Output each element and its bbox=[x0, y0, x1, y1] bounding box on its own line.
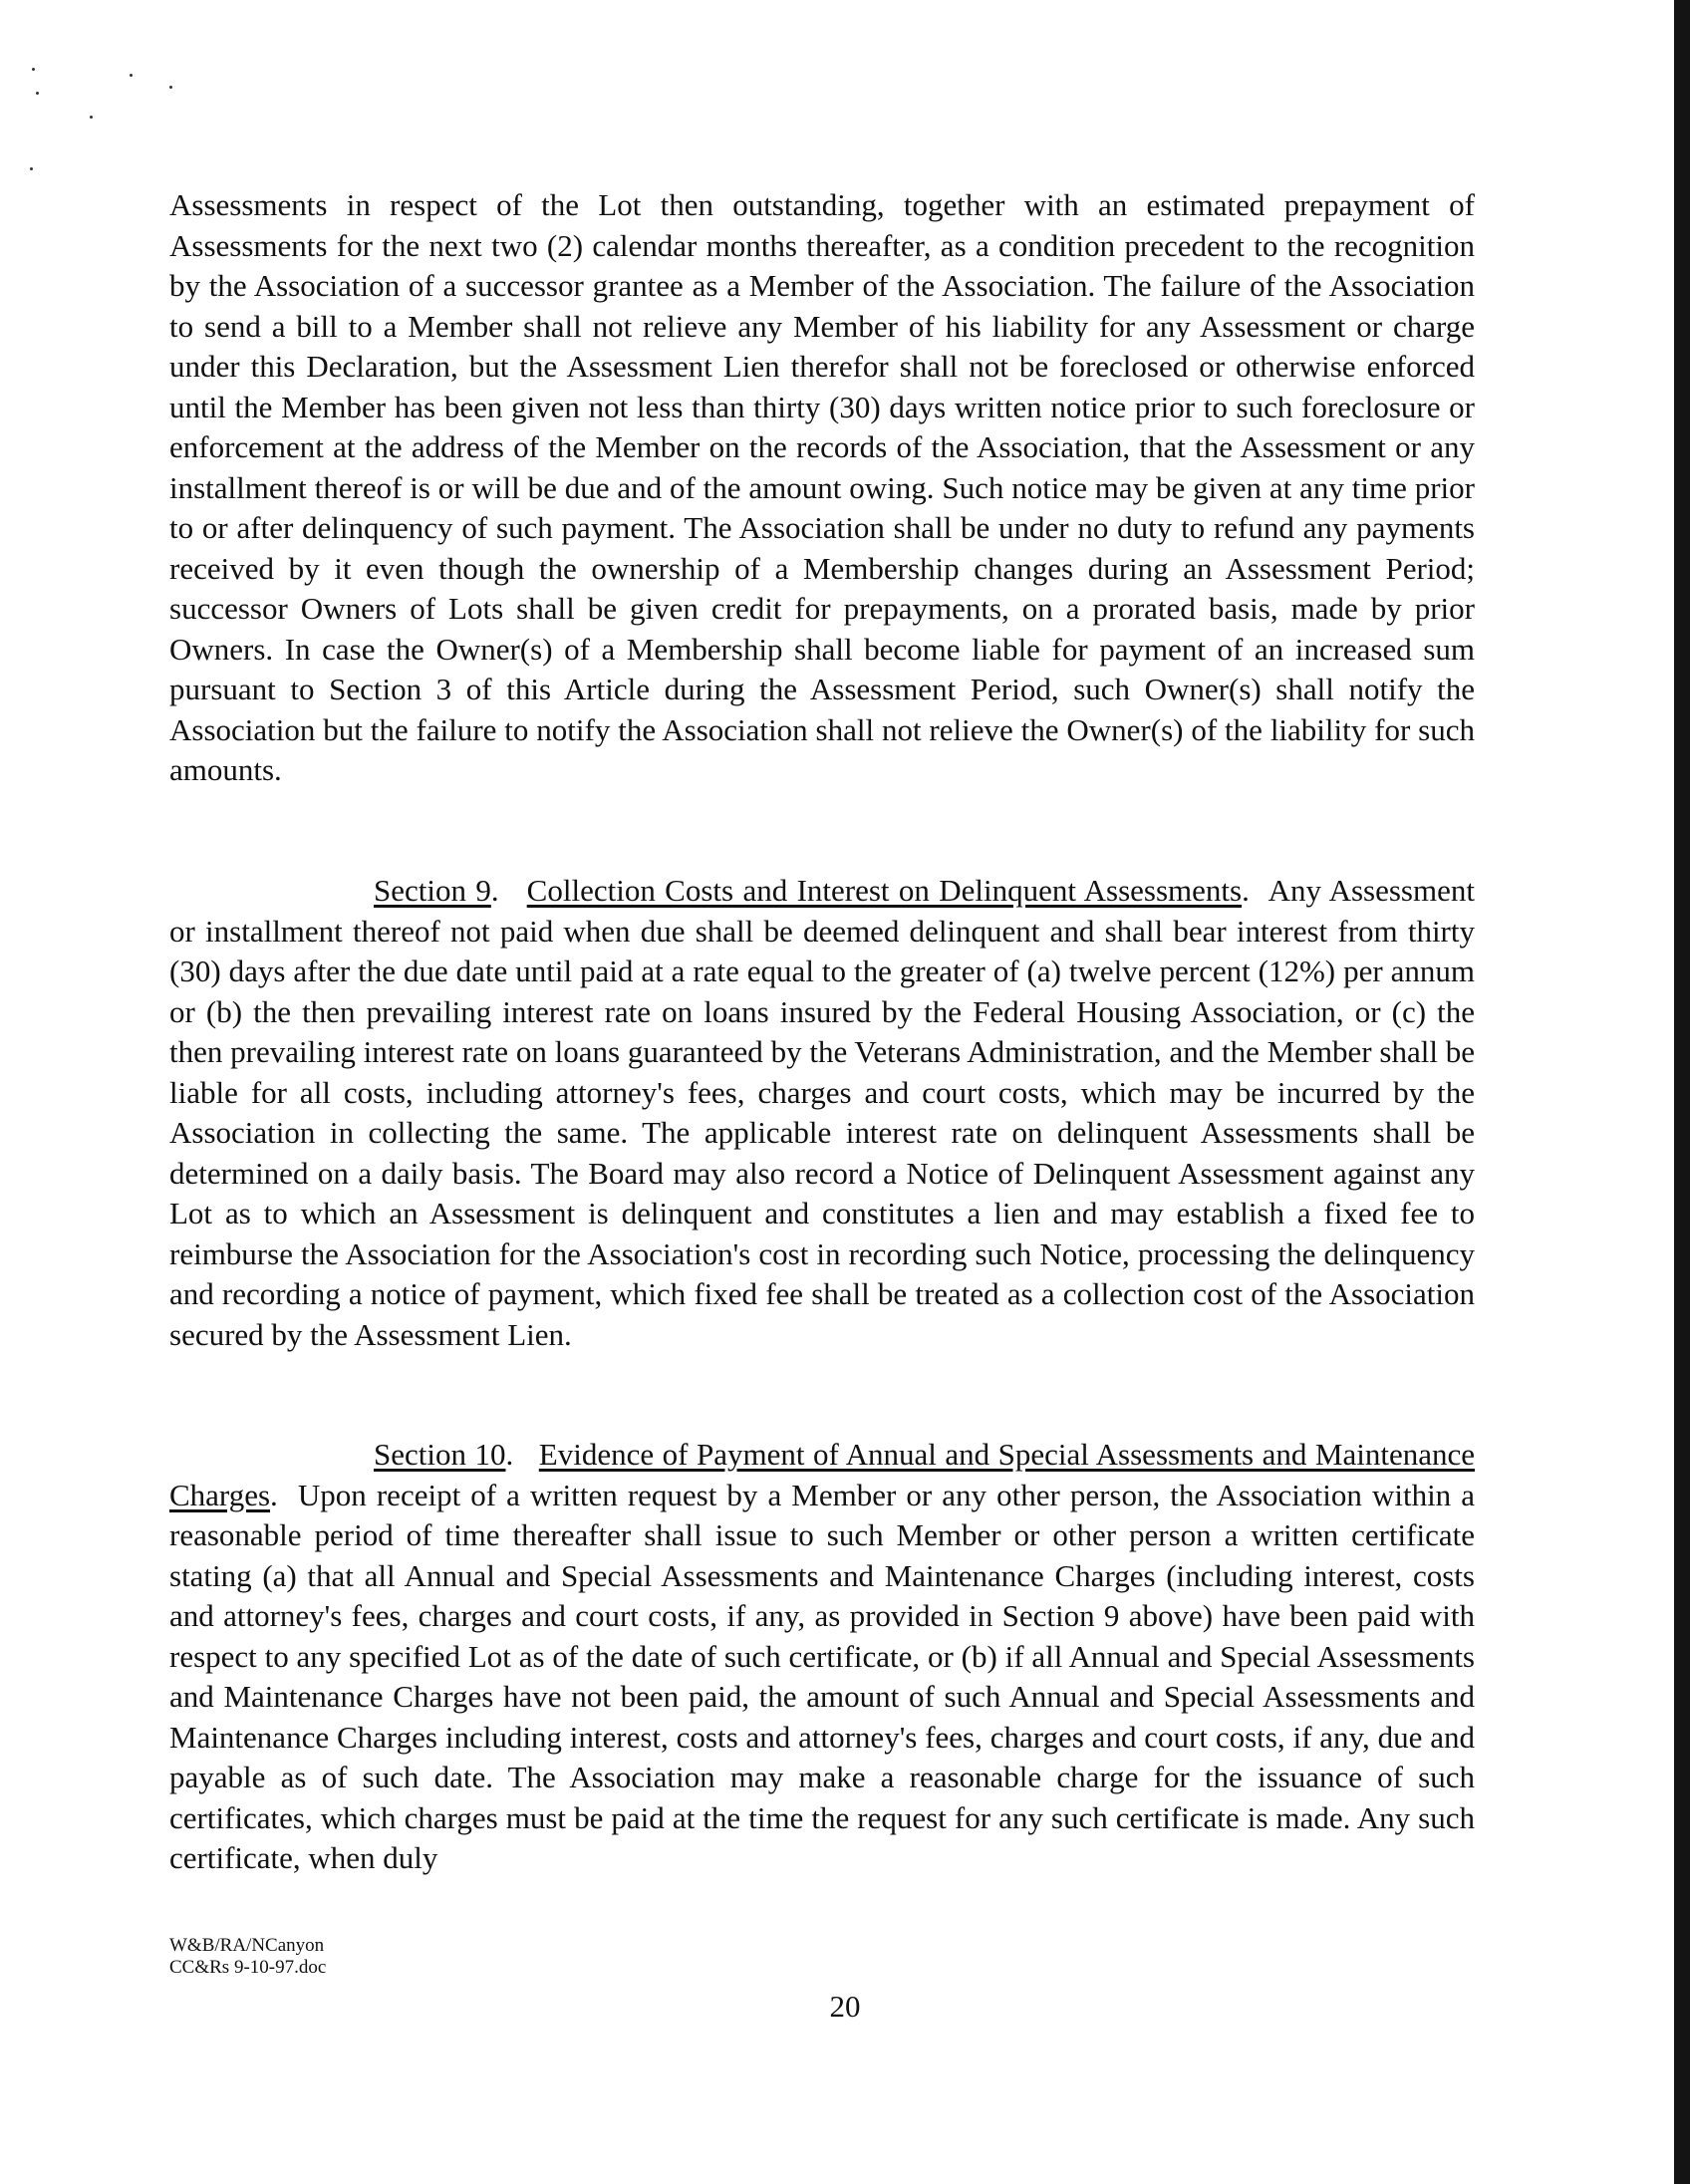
document-reference-line-2: CC&Rs 9-10-97.doc bbox=[169, 1957, 327, 1978]
scan-speck bbox=[36, 92, 39, 95]
scan-speck bbox=[30, 167, 33, 170]
scan-edge-border bbox=[1674, 0, 1690, 2184]
scan-speck bbox=[90, 116, 93, 119]
document-reference-line-1: W&B/RA/NCanyon bbox=[169, 1935, 325, 1956]
section-9-label: Section 9 bbox=[374, 873, 491, 908]
section-9-paragraph: Section 9. Collection Costs and Interest on Delinquent Assessments. Any Assessment or installment thereof not paid when due shall be deemed delinquent and shall bear interest from thirty (30) days after the due date until paid at a rate equal to the greater of (a) twelve percent (12%) per annum or (b) the then prevailing interest rate on loans insured by the Federal Housing Association, or (c) the then prevailing interest rate on loans guaranteed by the Veterans Administration, and the Member shall be liable for all costs, including attorney's fees, charges and court costs, which may be incurred by the Association in collecting the same. The applicable interest rate on delinquent Assessments shall be determined on a daily basis. The Board may also record a Notice of Delinquent Assessment against any Lot as to which an Assessment is delinquent and constitutes a lien and may establish a fixed fee to reimburse the Association for the Association's cost in recording such Notice, processing the delinquency and recording a notice of payment, which fixed fee shall be treated as a collection cost of the Association secured by the Assessment Lien. bbox=[169, 873, 1475, 1352]
section-9-body: Any Assessment or installment thereof not paid when due shall be deemed delinquent and shall bear interest from thirty (30) days after the due date until paid at a rate equal to the greater of (a) twelve percent (12%) per annum or (b) the then prevailing interest rate on loans insured by the Federal Housing Association, or (c) the then prevailing interest rate on loans guaranteed by the Veterans Administration, and the Member shall be liable for all costs, including attorney's fees, charges and court costs, which may be incurred by the Association in collecting the same. The applicable interest rate on delinquent Assessments shall be determined on a daily basis. The Board may also record a Notice of Delinquent Assessment against any Lot as to which an Assessment is delinquent and constitutes a lien and may establish a fixed fee to reimburse the Association for the Association's cost in recording such Notice, processing the delinquency and recording a notice of payment, which fixed fee shall be treated as a collection cost of the Association secured by the Assessment Lien. bbox=[169, 873, 1475, 1352]
scan-speck bbox=[169, 86, 172, 89]
paragraph-continuation: Assessments in respect of the Lot then outstanding, together with an estimated prepayment of Assessments for the next two (2) calendar months thereafter, as a condition precedent to the recognition by the Association of a successor grantee as a Member of the Association. The failure of the Association to send a bill to a Member shall not relieve any Member of his liability for any Assessment or charge under this Declaration, but the Assessment Lien therefor shall not be foreclosed or otherwise enforced until the Member has been given not less than thirty (30) days written notice prior to such foreclosure or enforcement at the address of the Member on the records of the Association, that the Assessment or any installment thereof is or will be due and of the amount owing. Such notice may be given at any time prior to or after delinquency of such payment. The Association shall be under no duty to refund any payments received by it even though the ownership of a Membership changes during an Assessment Period; successor Owners of Lots shall be given credit for prepayments, on a prorated basis, made by prior Owners. In case the Owner(s) of a Membership shall become liable for payment of an increased sum pursuant to Section 3 of this Article during the Assessment Period, such Owner(s) shall notify the Association but the failure to notify the Association shall not relieve the Owner(s) of the liability for such amounts. bbox=[169, 187, 1475, 787]
section-10-body: Upon receipt of a written request by a Member or any other person, the Association within a reasonable period of time thereafter shall issue to such Member or other person a written certificate stating (a) that all Annual and Special Assessments and Maintenance Charges (including interest, costs and attorney's fees, charges and court costs, if any, as provided in Section 9 above) have been paid with respect to any specified Lot as of the date of such certificate, or (b) if all Annual and Special Assessments and Maintenance Charges have not been paid, the amount of such Annual and Special Assessments and Maintenance Charges including interest, costs and attorney's fees, charges and court costs, if any, due and payable as of such date. The Association may make a reasonable charge for the issuance of such certificates, which charges must be paid at the time the request for any such certificate is made. Any such certificate, when duly bbox=[169, 1477, 1475, 1875]
document-reference bbox=[169, 1935, 326, 1979]
section-10-paragraph: Section 10. Evidence of Payment of Annual and Special Assessments and Maintenance Charges. Upon receipt of a written request by a Member or any other person, the Association within a reasonable period of time thereafter shall issue to such Member or other person a written certificate stating (a) that all Annual and Special Assessments and Maintenance Charges (including interest, costs and attorney's fees, charges and court costs, if any, as provided in Section 9 above) have been paid with respect to any specified Lot as of the date of such certificate, or (b) if all Annual and Special Assessments and Maintenance Charges have not been paid, the amount of such Annual and Special Assessments and Maintenance Charges including interest, costs and attorney's fees, charges and court costs, if any, due and payable as of such date. The Association may make a reasonable charge for the issuance of such certificates, which charges must be paid at the time the request for any such certificate is made. Any such certificate, when duly bbox=[169, 1437, 1475, 1875]
page-number: 20 bbox=[829, 1989, 861, 2024]
section-10-label: Section 10 bbox=[374, 1437, 506, 1472]
section-9-title: Collection Costs and Interest on Delinquent Assessments bbox=[526, 873, 1243, 908]
scan-speck bbox=[32, 68, 35, 71]
scan-speck bbox=[130, 74, 133, 77]
section-10-title: Evidence of Payment of Annual and Special Assessments and Maintenance Charges bbox=[169, 1437, 1475, 1512]
